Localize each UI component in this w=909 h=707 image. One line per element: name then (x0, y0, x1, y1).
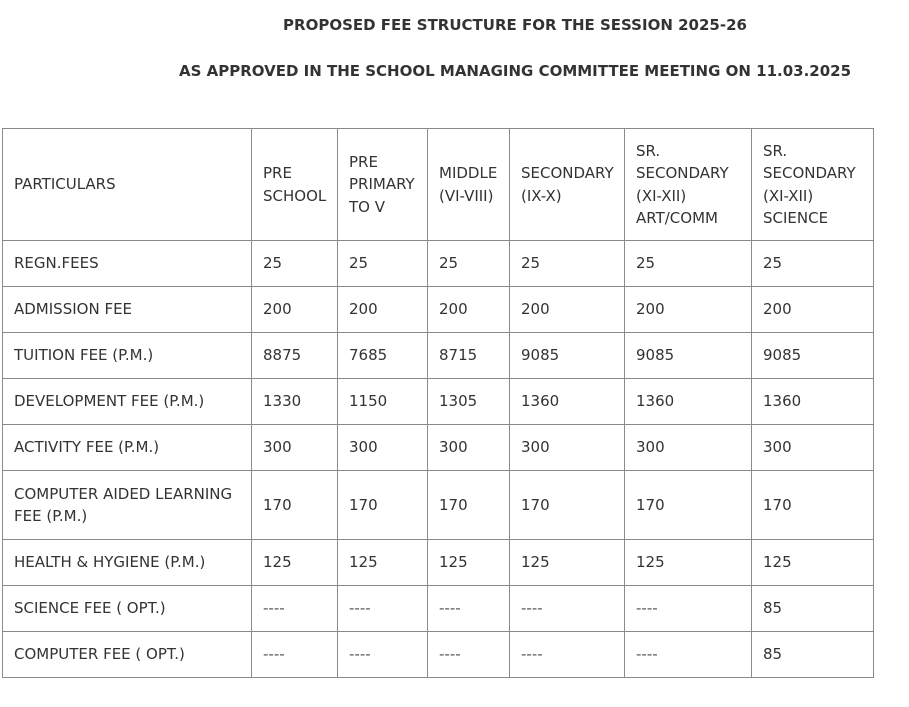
page-subtitle: AS APPROVED IN THE SCHOOL MANAGING COMMITTEE MEETING ON 11.03.2025 (178, 62, 852, 80)
table-cell: 1150 (338, 379, 428, 425)
table-cell: ---- (338, 632, 428, 678)
table-row (3, 632, 874, 678)
table-cell: 125 (338, 540, 428, 586)
table-row (3, 287, 874, 333)
table-cell: 170 (428, 471, 510, 540)
table-cell: 200 (252, 287, 338, 333)
table-cell: 170 (510, 471, 625, 540)
table-cell: ---- (252, 632, 338, 678)
table-cell: 25 (428, 241, 510, 287)
table-cell: 200 (625, 287, 752, 333)
table-cell: 25 (625, 241, 752, 287)
header-pre-primary: PRE PRIMARY TO V (338, 129, 428, 241)
header-secondary: SECONDARY (IX-X) (510, 129, 625, 241)
row-label: TUITION FEE (P.M.) (3, 333, 252, 379)
table-cell: 170 (752, 471, 874, 540)
table-cell: 300 (428, 425, 510, 471)
table-cell: ---- (338, 586, 428, 632)
header-sr-secondary-science: SR. SECONDARY (XI-XII) SCIENCE (752, 129, 874, 241)
table-cell: ---- (625, 632, 752, 678)
fee-structure-table (2, 128, 874, 678)
row-label: HEALTH & HYGIENE (P.M.) (3, 540, 252, 586)
table-cell: 300 (510, 425, 625, 471)
header-pre-school: PRE SCHOOL (252, 129, 338, 241)
table-row (3, 241, 874, 287)
table-cell: ---- (252, 586, 338, 632)
row-label: ACTIVITY FEE (P.M.) (3, 425, 252, 471)
table-cell: 85 (752, 632, 874, 678)
table-cell: ---- (428, 586, 510, 632)
table-cell: 125 (625, 540, 752, 586)
row-label: REGN.FEES (3, 241, 252, 287)
table-cell: 170 (338, 471, 428, 540)
row-label: SCIENCE FEE ( OPT.) (3, 586, 252, 632)
table-cell: 8875 (252, 333, 338, 379)
row-label: ADMISSION FEE (3, 287, 252, 333)
table-cell: 125 (510, 540, 625, 586)
table-cell: 1360 (625, 379, 752, 425)
table-row (3, 333, 874, 379)
table-cell: 125 (252, 540, 338, 586)
header-middle: MIDDLE (VI-VIII) (428, 129, 510, 241)
table-cell: 200 (752, 287, 874, 333)
table-cell: 125 (428, 540, 510, 586)
table-cell: 300 (752, 425, 874, 471)
header-particulars: PARTICULARS (3, 129, 252, 241)
table-row (3, 586, 874, 632)
table-cell: 7685 (338, 333, 428, 379)
table-header-row (3, 129, 874, 241)
table-cell: 1330 (252, 379, 338, 425)
table-cell: 300 (252, 425, 338, 471)
table-row (3, 379, 874, 425)
table-cell: 25 (338, 241, 428, 287)
table-cell: ---- (625, 586, 752, 632)
table-cell: ---- (428, 632, 510, 678)
table-cell: 170 (625, 471, 752, 540)
table-cell: 8715 (428, 333, 510, 379)
table-cell: 1360 (510, 379, 625, 425)
row-label: COMPUTER FEE ( OPT.) (3, 632, 252, 678)
table-row (3, 425, 874, 471)
page-title: PROPOSED FEE STRUCTURE FOR THE SESSION 2025-26 (283, 16, 747, 34)
table-cell: 9085 (625, 333, 752, 379)
table-cell: 9085 (752, 333, 874, 379)
table-row (3, 471, 874, 540)
table-cell: 200 (338, 287, 428, 333)
table-cell: 170 (252, 471, 338, 540)
table-row (3, 540, 874, 586)
table-cell: 300 (338, 425, 428, 471)
table-cell: 125 (752, 540, 874, 586)
table-cell: 25 (510, 241, 625, 287)
table-cell: 25 (752, 241, 874, 287)
table-cell: 200 (510, 287, 625, 333)
row-label: COMPUTER AIDED LEARNING FEE (P.M.) (3, 471, 252, 540)
table-cell: ---- (510, 586, 625, 632)
table-cell: 1360 (752, 379, 874, 425)
table-cell: 85 (752, 586, 874, 632)
table-cell: ---- (510, 632, 625, 678)
row-label: DEVELOPMENT FEE (P.M.) (3, 379, 252, 425)
table-cell: 200 (428, 287, 510, 333)
table-cell: 300 (625, 425, 752, 471)
header-sr-secondary-art-comm: SR. SECONDARY (XI-XII) ART/COMM (625, 129, 752, 241)
table-cell: 25 (252, 241, 338, 287)
table-cell: 9085 (510, 333, 625, 379)
table-cell: 1305 (428, 379, 510, 425)
